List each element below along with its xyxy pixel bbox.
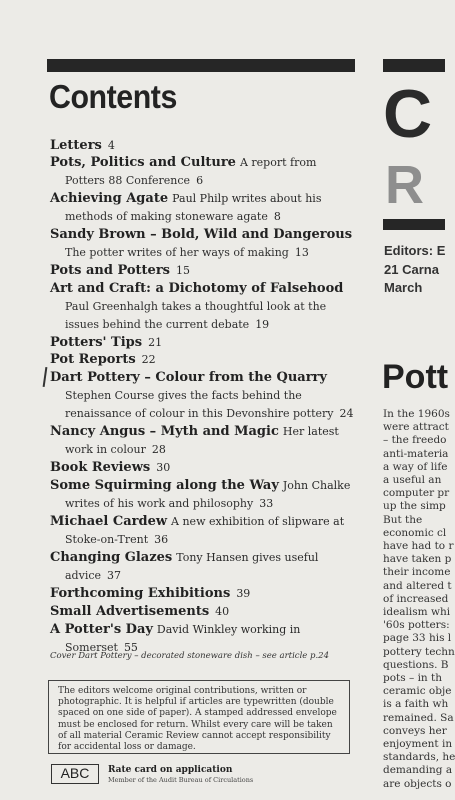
toc-line bbox=[65, 315, 269, 331]
toc-line bbox=[50, 279, 343, 295]
editorial-text-line: idealism whi bbox=[383, 606, 451, 618]
toc-line bbox=[50, 368, 327, 384]
toc-line bbox=[50, 458, 170, 474]
toc-page-number: 22 bbox=[141, 353, 156, 366]
toc-heading: A Potter's Day bbox=[50, 622, 153, 637]
editorial-text-line: demanding a bbox=[383, 764, 453, 777]
editorial-text-line: their income bbox=[383, 566, 451, 579]
toc-description: Stephen Course gives the facts behind the bbox=[65, 389, 302, 402]
toc-page-number: 36 bbox=[154, 533, 169, 546]
editorial-text-line: In the 1960s bbox=[383, 408, 450, 420]
toc-heading: Letters bbox=[50, 138, 102, 153]
editorial-text-line: of increased bbox=[383, 592, 449, 605]
toc-description: Paul Greenhalgh takes a thoughtful look at the bbox=[65, 300, 327, 313]
toc-line bbox=[65, 440, 166, 456]
editorial-text-line: questions. B bbox=[383, 658, 449, 671]
toc-heading: Potters' Tips bbox=[50, 335, 143, 350]
toc-line bbox=[50, 602, 229, 618]
masthead-r-fragment: R bbox=[385, 155, 424, 215]
toc-description: Potters 88 Conference bbox=[65, 174, 191, 187]
editorial-text-line: have had to r bbox=[383, 540, 454, 552]
toc-heading: Changing Glazes bbox=[50, 550, 173, 565]
editorial-text-line: have taken p bbox=[383, 553, 452, 566]
toc-heading: Sandy Brown – Bold, Wild and Dangerous bbox=[50, 227, 353, 242]
toc-heading: Forthcoming Exhibitions bbox=[50, 586, 231, 601]
toc-description: A report from bbox=[239, 156, 317, 169]
toc-heading: Some Squirming along the Way bbox=[50, 478, 279, 493]
toc-line bbox=[50, 620, 300, 636]
editorial-text-line: a useful an bbox=[383, 474, 442, 486]
editorial-text-line: pottery techn bbox=[383, 645, 455, 658]
toc-heading: Achieving Agate bbox=[50, 191, 169, 206]
toc-heading: Book Reviews bbox=[50, 460, 151, 475]
toc-description: writes of his work and philosophy bbox=[65, 497, 254, 510]
toc-line bbox=[50, 261, 190, 277]
toc-heading: Michael Cardew bbox=[50, 514, 168, 529]
editorial-text-line: standards, he bbox=[383, 751, 455, 764]
toc-line bbox=[50, 225, 352, 241]
toc-description: methods of making stoneware agate bbox=[65, 210, 268, 223]
toc-line bbox=[65, 566, 121, 582]
toc-line bbox=[50, 153, 316, 169]
toc-line bbox=[65, 297, 326, 313]
page-title: Contents bbox=[49, 78, 177, 115]
right-top-rule bbox=[383, 59, 445, 72]
toc-line bbox=[65, 171, 203, 187]
toc-description: The potter writes of her ways of making bbox=[65, 246, 289, 259]
editorial-text-line: were attract bbox=[383, 421, 449, 434]
toc-heading: Pots, Politics and Culture bbox=[50, 155, 236, 170]
toc-line bbox=[65, 243, 309, 259]
toc-line bbox=[50, 350, 156, 366]
toc-description: A new exhibition of slipware at bbox=[171, 515, 345, 528]
pen-mark bbox=[43, 367, 48, 387]
toc-line bbox=[50, 189, 321, 205]
month-line: March bbox=[384, 280, 423, 295]
editorial-text-line: up the simp bbox=[383, 500, 446, 513]
toc-line bbox=[50, 422, 339, 438]
toc-page-number: 19 bbox=[255, 318, 270, 331]
editorial-text-line: ceramic obje bbox=[383, 685, 452, 698]
abc-logo: ABC bbox=[51, 764, 99, 784]
toc-page-number: 24 bbox=[339, 407, 354, 420]
toc-description: Stoke-on-Trent bbox=[65, 533, 149, 546]
toc-description: renaissance of colour in this Devonshire pottery bbox=[65, 407, 334, 420]
toc-page-number: 39 bbox=[236, 587, 251, 600]
toc-page-number: 8 bbox=[273, 210, 281, 223]
toc-page-number: 33 bbox=[259, 497, 274, 510]
rate-card-text: Rate card on application bbox=[108, 765, 233, 775]
toc-description: Tony Hansen gives useful bbox=[176, 551, 319, 564]
editorial-text-line: – the freedo bbox=[383, 434, 447, 447]
editorial-text-line: a way of life bbox=[383, 460, 448, 473]
cover-note: Cover Dart Pottery – decorated stoneware dish – see article p.24 bbox=[50, 651, 329, 661]
editorial-text-line: are objects o bbox=[383, 777, 452, 790]
toc-line bbox=[50, 333, 162, 349]
editorial-text-line: page 33 his l bbox=[383, 632, 452, 645]
toc-page-number: 15 bbox=[175, 264, 190, 277]
toc-page-number: 4 bbox=[107, 139, 115, 152]
toc-heading: Art and Craft: a Dichotomy of Falsehood bbox=[50, 281, 344, 296]
toc-description: Paul Philp writes about his bbox=[172, 192, 322, 205]
editors-notice: The editors welcome original contributions, written or photographic. It is helpful if articles are typewritten (double spaced on one side of paper). A stamped addressed envelope must be enclosed for return. Whilst every care will be taken of all material Ceramic Review cannot accept responsibility for accidental loss or damage. bbox=[48, 680, 350, 754]
toc-description: work in colour bbox=[65, 443, 146, 456]
toc-page-number: 30 bbox=[156, 461, 171, 474]
toc-page-number: 37 bbox=[107, 569, 122, 582]
toc-page-number: 6 bbox=[196, 174, 204, 187]
toc-line bbox=[50, 476, 350, 492]
toc-heading: Dart Pottery – Colour from the Quarry bbox=[50, 370, 327, 385]
editorial-text-line: conveys her bbox=[383, 724, 447, 737]
editorial-text-line: pots – in th bbox=[383, 672, 443, 684]
toc-line bbox=[65, 404, 354, 420]
toc-description: John Chalke bbox=[282, 479, 351, 492]
editorial-headline: Pott bbox=[382, 358, 449, 396]
toc-heading: Pot Reports bbox=[50, 352, 136, 367]
editorial-text-line: economic cl bbox=[383, 526, 447, 539]
toc-description: issues behind the current debate bbox=[65, 318, 250, 331]
toc-description: Somerset bbox=[65, 641, 118, 654]
address-line: 21 Carna bbox=[384, 262, 439, 277]
masthead-c-fragment: C bbox=[383, 76, 433, 152]
toc-description: Her latest bbox=[282, 425, 339, 438]
editors-line: Editors: E bbox=[384, 243, 446, 258]
toc-line bbox=[50, 548, 318, 564]
toc-heading: Nancy Angus – Myth and Magic bbox=[50, 424, 279, 439]
toc-description: David Winkley working in bbox=[156, 623, 301, 636]
editorial-text-line: '60s potters: bbox=[383, 619, 450, 632]
editorial-text-line: remained. Sa bbox=[383, 711, 454, 724]
toc-page-number: 40 bbox=[215, 605, 230, 618]
toc-line bbox=[65, 494, 273, 510]
editorial-text-line: But the bbox=[383, 513, 423, 526]
right-mid-rule bbox=[383, 219, 445, 230]
toc-line bbox=[50, 584, 250, 600]
editorial-text-line: is a faith wh bbox=[383, 698, 449, 711]
toc-page-number: 55 bbox=[123, 641, 138, 654]
toc-line bbox=[65, 530, 168, 546]
toc-heading: Pots and Potters bbox=[50, 263, 170, 278]
toc-description: advice bbox=[65, 569, 102, 582]
toc-line bbox=[65, 207, 281, 223]
toc-page-number: 21 bbox=[148, 336, 163, 349]
editorial-text-line: and altered t bbox=[383, 579, 452, 592]
audit-bureau-text: Member of the Audit Bureau of Circulations bbox=[108, 776, 254, 784]
editorial-text-line: enjoyment in bbox=[383, 738, 453, 750]
toc-page-number: 28 bbox=[151, 443, 166, 456]
editorial-text-line: computer pr bbox=[383, 487, 450, 500]
toc-line bbox=[50, 512, 344, 528]
editorial-text-line: anti-materia bbox=[383, 447, 449, 460]
top-rule bbox=[47, 59, 355, 72]
toc-heading: Small Advertisements bbox=[50, 604, 210, 619]
toc-line bbox=[50, 136, 115, 152]
toc-line bbox=[65, 386, 302, 402]
toc-page-number: 13 bbox=[294, 246, 309, 259]
